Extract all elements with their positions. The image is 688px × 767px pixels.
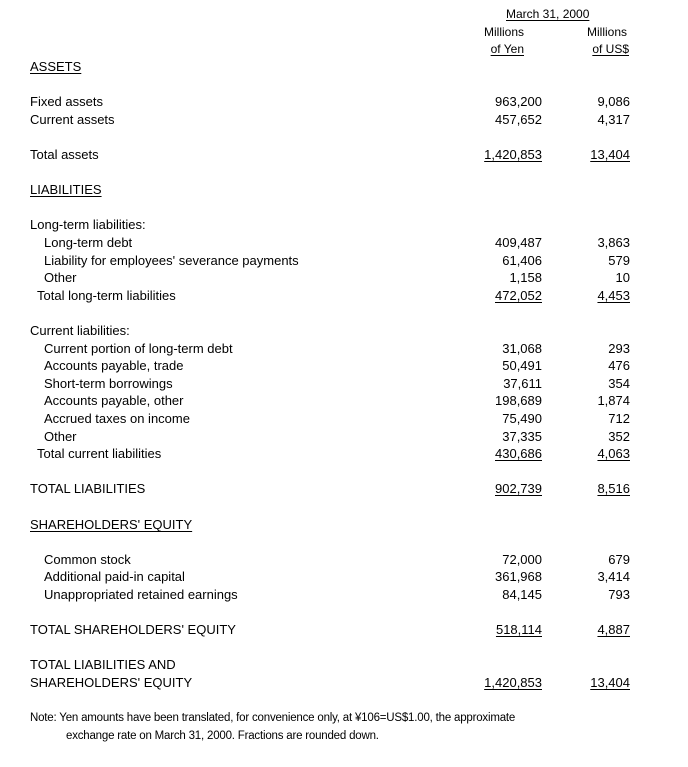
usd-col-header-1: Millions — [586, 25, 627, 39]
yen-value: 31,068 — [502, 341, 542, 356]
row-label: Short-term borrowings — [44, 376, 173, 391]
row-label: TOTAL SHAREHOLDERS' EQUITY — [30, 622, 236, 637]
usd-value: 476 — [608, 358, 630, 373]
usd-value: 793 — [608, 587, 630, 602]
usd-value: 352 — [608, 429, 630, 444]
row-label: Current portion of long-term debt — [44, 341, 233, 356]
row-label: Additional paid-in capital — [44, 569, 185, 584]
usd-total: 13,404 — [590, 675, 630, 690]
row-label: Common stock — [44, 552, 131, 567]
yen-value: 198,689 — [495, 393, 542, 408]
yen-total: 518,114 — [495, 622, 542, 637]
liabilities-heading: LIABILITIES — [30, 182, 102, 197]
yen-total: 472,052 — [495, 288, 542, 303]
usd-value: 579 — [608, 253, 630, 268]
row-label: Long-term liabilities: — [30, 217, 146, 232]
date-header: March 31, 2000 — [506, 7, 590, 21]
usd-value: 9,086 — [597, 94, 630, 109]
yen-value: 75,490 — [502, 411, 542, 426]
row-label: Fixed assets — [30, 94, 103, 109]
assets-heading: ASSETS — [30, 59, 82, 74]
usd-total: 4,887 — [597, 622, 630, 637]
usd-total: 8,516 — [597, 481, 630, 496]
yen-value: 72,000 — [502, 552, 542, 567]
equity-heading: SHAREHOLDERS' EQUITY — [30, 517, 193, 532]
row-label: Other — [44, 429, 77, 444]
row-label: Total assets — [30, 147, 99, 162]
yen-value: 61,406 — [502, 253, 542, 268]
yen-total: 1,420,853 — [484, 147, 542, 162]
footnote-continued: exchange rate on March 31, 2000. Fractions are rounded down. — [66, 730, 379, 742]
usd-value: 293 — [608, 341, 630, 356]
row-label: Total long-term liabilities — [37, 288, 176, 303]
row-label: Current liabilities: — [30, 323, 130, 338]
row-label: Long-term debt — [44, 235, 133, 250]
usd-value: 354 — [608, 376, 630, 391]
usd-value: 679 — [608, 552, 630, 567]
usd-value: 10 — [615, 270, 630, 285]
yen-col-header-2: of Yen — [490, 42, 524, 56]
yen-value: 1,158 — [509, 270, 542, 285]
row-label: SHAREHOLDERS' EQUITY — [30, 675, 193, 690]
usd-col-header-2: of US$ — [592, 42, 629, 56]
row-label: Liability for employees' severance payments — [44, 253, 299, 268]
yen-value: 37,611 — [503, 376, 542, 391]
row-label: Total current liabilities — [37, 446, 162, 461]
yen-value: 37,335 — [502, 429, 542, 444]
row-label: Other — [44, 270, 77, 285]
usd-value: 1,874 — [597, 393, 630, 408]
row-label: Accounts payable, other — [44, 393, 184, 408]
yen-value: 361,968 — [495, 569, 542, 584]
usd-value: 3,863 — [597, 235, 630, 250]
row-label: Accrued taxes on income — [44, 411, 190, 426]
footnote: Note: Yen amounts have been translated, for convenience only, at ¥106=US$1.00, the approximate — [30, 712, 516, 724]
yen-value: 50,491 — [502, 358, 542, 373]
yen-total: 430,686 — [495, 446, 542, 461]
usd-value: 3,414 — [597, 569, 630, 584]
yen-value: 84,145 — [502, 587, 542, 602]
yen-value: 409,487 — [495, 235, 542, 250]
yen-value: 457,652 — [495, 112, 542, 127]
yen-value: 963,200 — [495, 94, 542, 109]
row-label: TOTAL LIABILITIES AND — [30, 657, 176, 672]
row-label: TOTAL LIABILITIES — [30, 481, 146, 496]
usd-value: 4,317 — [597, 112, 630, 127]
row-label: Unappropriated retained earnings — [44, 587, 238, 602]
row-label: Accounts payable, trade — [44, 358, 184, 373]
row-label: Current assets — [30, 112, 115, 127]
usd-value: 712 — [608, 411, 630, 426]
usd-total: 4,453 — [597, 288, 630, 303]
yen-total: 902,739 — [495, 481, 542, 496]
usd-total: 4,063 — [597, 446, 630, 461]
yen-total: 1,420,853 — [484, 675, 542, 690]
yen-col-header-1: Millions — [483, 25, 524, 39]
usd-total: 13,404 — [590, 147, 630, 162]
